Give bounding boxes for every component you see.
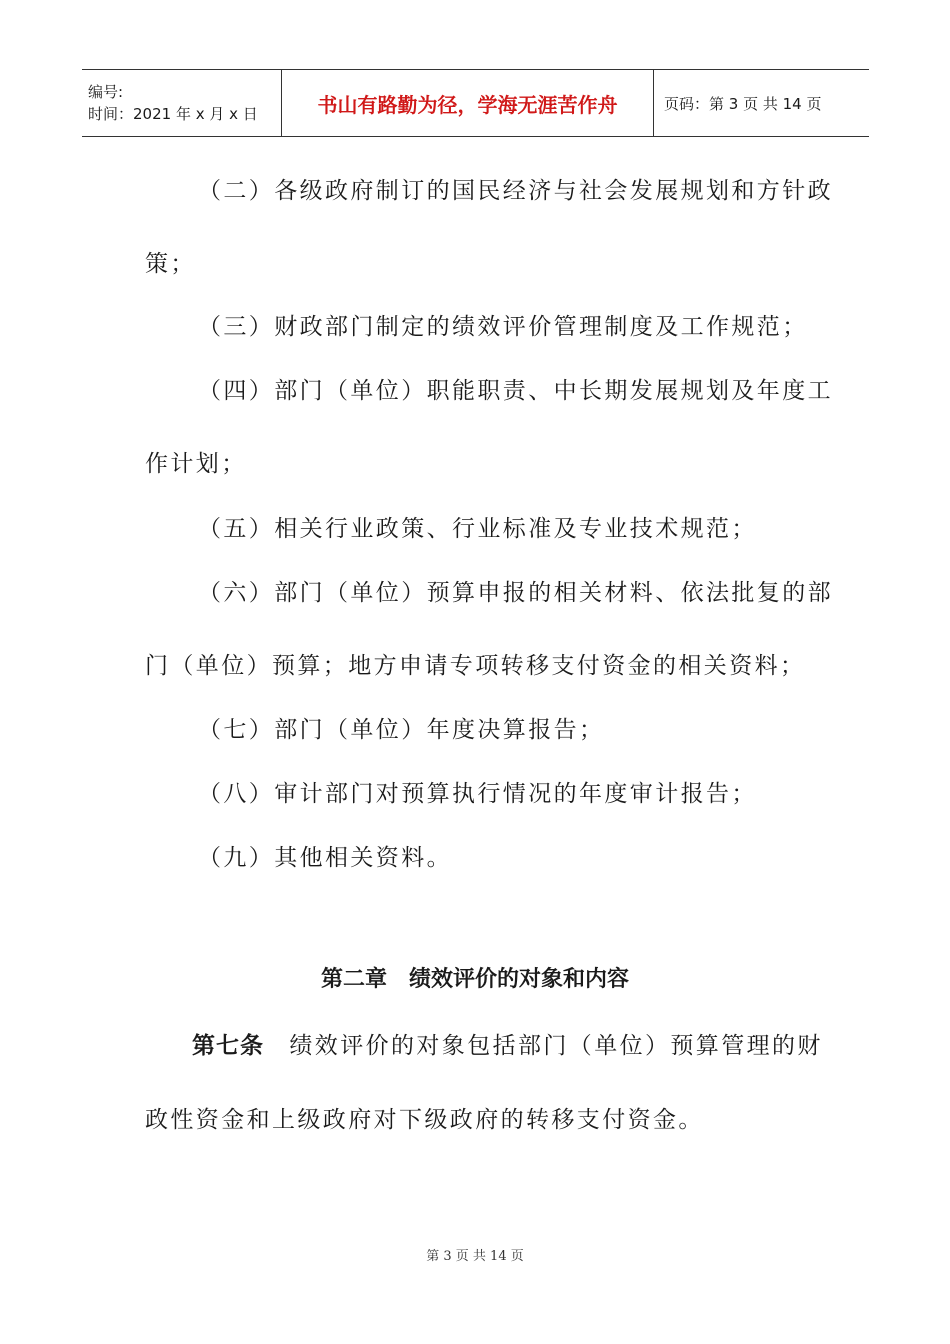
- paragraph-line: 策；: [145, 251, 196, 277]
- header-motto: [282, 70, 654, 136]
- paragraph-line: 门（单位）预算；地方申请专项转移支付资金的相关资料；: [145, 653, 806, 679]
- paragraph-line: （五）相关行业政策、行业标准及专业技术规范；: [198, 516, 757, 542]
- page-footer: 第 3 页 共 14 页: [426, 1249, 524, 1264]
- paragraph-line: （六）部门（单位）预算申报的相关材料、依法批复的部: [198, 580, 833, 606]
- paragraph-line: 政性资金和上级政府对下级政府的转移支付资金。: [145, 1107, 704, 1133]
- header-page-info: [654, 70, 869, 136]
- article-paragraph: [192, 1027, 823, 1060]
- date-label: 时间：2021 年 x 月 x 日: [88, 105, 258, 123]
- paragraph-line: （四）部门（单位）职能职责、中长期发展规划及年度工: [198, 378, 833, 404]
- paragraph-line: （三）财政部门制定的绩效评价管理制度及工作规范；: [198, 314, 808, 340]
- paragraph-line: （七）部门（单位）年度决算报告；: [198, 717, 605, 743]
- header-meta: [82, 70, 282, 136]
- paragraph-line: （八）审计部门对预算执行情况的年度审计报告；: [198, 781, 757, 807]
- motto-text: 书山有路勤为径，学海无涯苦作舟: [317, 92, 618, 117]
- page-info-text: 页码：第 3 页 共 14 页: [664, 94, 822, 113]
- article-text: 绩效评价的对象包括部门（单位）预算管理的财: [289, 1033, 823, 1059]
- page-header: [82, 69, 869, 137]
- number-label: 编号:: [88, 83, 124, 101]
- paragraph-line: 作计划；: [145, 451, 247, 477]
- paragraph-line: （二）各级政府制订的国民经济与社会发展规划和方针政: [198, 178, 833, 204]
- article-label: 第七条: [192, 1033, 264, 1059]
- chapter-title: 第二章 绩效评价的对象和内容: [320, 967, 629, 992]
- paragraph-line: （九）其他相关资料。: [198, 845, 452, 871]
